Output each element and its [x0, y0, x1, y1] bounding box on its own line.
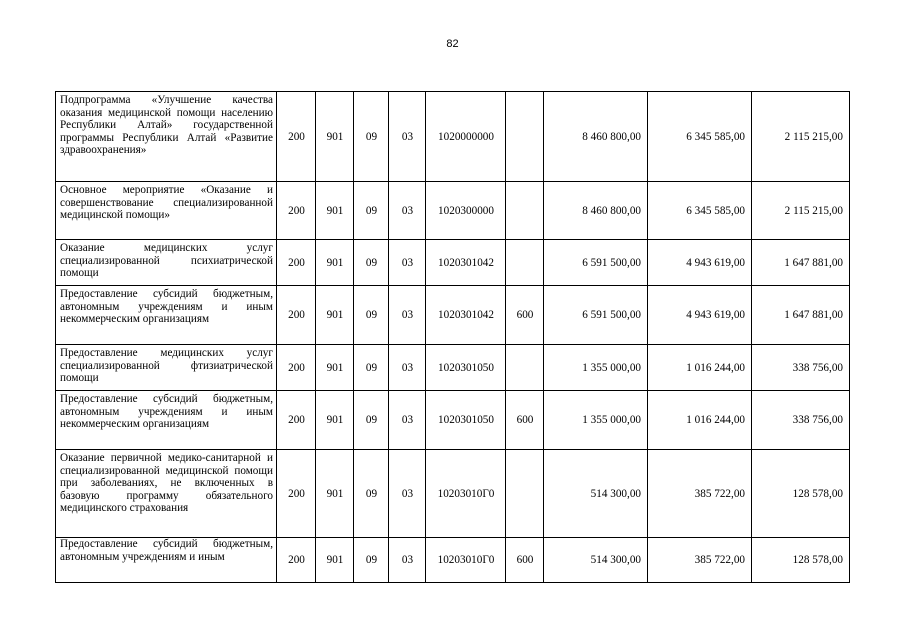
row-name [56, 538, 277, 583]
row-vid: 600 [506, 286, 544, 345]
row-vid [506, 240, 544, 286]
row-subsection: 03 [389, 240, 426, 286]
row-name: Предоставление субсидий бюджетным, автономным учреждениям и иным некоммерческим организациям [56, 391, 277, 450]
row-ministry: 901 [316, 182, 354, 240]
row-subsection: 03 [389, 538, 426, 583]
row-ministry: 901 [316, 92, 354, 182]
row-subsection: 03 [389, 345, 426, 391]
row-code: 200 [277, 450, 316, 538]
row-amount: 8 460 800,00 [544, 182, 648, 240]
row-target: 1020301050 [426, 391, 506, 450]
row-section: 09 [354, 182, 389, 240]
table-row [56, 345, 850, 391]
row-name: Оказание медицинских услуг специализированной психиатрической помощи [56, 240, 277, 286]
row-amount-a: 1 016 244,00 [648, 391, 752, 450]
row-amount-a: 6 345 585,00 [648, 182, 752, 240]
row-name-text: Предоставление субсидий бюджетным, автономным учреждениям и иным [60, 538, 273, 563]
row-target: 1020300000 [426, 182, 506, 240]
table-row [56, 538, 850, 583]
row-section: 09 [354, 450, 389, 538]
row-section: 09 [354, 391, 389, 450]
row-section: 09 [354, 345, 389, 391]
row-amount-a: 1 016 244,00 [648, 345, 752, 391]
row-vid: 600 [506, 391, 544, 450]
row-vid [506, 92, 544, 182]
row-amount: 514 300,00 [544, 450, 648, 538]
row-ministry: 901 [316, 391, 354, 450]
row-name: Основное мероприятие «Оказание и совершенствование специализированной медицинской помощи» [56, 182, 277, 240]
row-amount-a: 4 943 619,00 [648, 240, 752, 286]
row-target: 1020301042 [426, 286, 506, 345]
row-section: 09 [354, 240, 389, 286]
row-amount-b: 128 578,00 [752, 538, 850, 583]
budget-table [55, 91, 850, 583]
row-code: 200 [277, 286, 316, 345]
row-amount-b: 2 115 215,00 [752, 92, 850, 182]
row-target: 10203010Г0 [426, 450, 506, 538]
row-amount: 6 591 500,00 [544, 286, 648, 345]
row-amount-b: 128 578,00 [752, 450, 850, 538]
table-row [56, 182, 850, 240]
row-code: 200 [277, 538, 316, 583]
row-target: 10203010Г0 [426, 538, 506, 583]
row-ministry: 901 [316, 345, 354, 391]
row-subsection: 03 [389, 286, 426, 345]
row-subsection: 03 [389, 182, 426, 240]
row-amount: 1 355 000,00 [544, 345, 648, 391]
row-code: 200 [277, 391, 316, 450]
row-amount: 1 355 000,00 [544, 391, 648, 450]
table-row [56, 286, 850, 345]
row-name: Предоставление субсидий бюджетным, автономным учреждениям и иным некоммерческим организациям [56, 286, 277, 345]
row-code: 200 [277, 182, 316, 240]
table-row [56, 240, 850, 286]
row-section: 09 [354, 92, 389, 182]
row-amount-a: 4 943 619,00 [648, 286, 752, 345]
row-amount-b: 1 647 881,00 [752, 240, 850, 286]
row-target: 1020000000 [426, 92, 506, 182]
row-amount-b: 338 756,00 [752, 345, 850, 391]
row-name: Подпрограмма «Улучшение качества оказания медицинской помощи населению Республики Алтай» государственной программы Республики Алтай «Развитие здравоохранения» [56, 92, 277, 182]
table-row [56, 92, 850, 182]
row-amount-a: 385 722,00 [648, 538, 752, 583]
row-vid: 600 [506, 538, 544, 583]
row-code: 200 [277, 240, 316, 286]
row-amount-a: 6 345 585,00 [648, 92, 752, 182]
table-row [56, 391, 850, 450]
row-code: 200 [277, 345, 316, 391]
row-subsection: 03 [389, 391, 426, 450]
row-section: 09 [354, 538, 389, 583]
row-ministry: 901 [316, 450, 354, 538]
row-amount-b: 2 115 215,00 [752, 182, 850, 240]
row-section: 09 [354, 286, 389, 345]
row-ministry: 901 [316, 286, 354, 345]
row-target: 1020301050 [426, 345, 506, 391]
row-amount: 6 591 500,00 [544, 240, 648, 286]
row-name: Оказание первичной медико-санитарной и специализированной медицинской помощи при заболеваниях, не включенных в базовую программу обязательного медицинского страхования [56, 450, 277, 538]
row-target: 1020301042 [426, 240, 506, 286]
row-code: 200 [277, 92, 316, 182]
row-subsection: 03 [389, 450, 426, 538]
row-amount: 514 300,00 [544, 538, 648, 583]
row-ministry: 901 [316, 240, 354, 286]
row-subsection: 03 [389, 92, 426, 182]
row-vid [506, 182, 544, 240]
row-name: Предоставление медицинских услуг специализированной фтизиатрической помощи [56, 345, 277, 391]
row-vid [506, 450, 544, 538]
page-number: 82 [446, 38, 459, 50]
row-amount-b: 1 647 881,00 [752, 286, 850, 345]
row-amount: 8 460 800,00 [544, 92, 648, 182]
table-row [56, 450, 850, 538]
row-ministry: 901 [316, 538, 354, 583]
row-amount-a: 385 722,00 [648, 450, 752, 538]
row-amount-b: 338 756,00 [752, 391, 850, 450]
row-vid [506, 345, 544, 391]
